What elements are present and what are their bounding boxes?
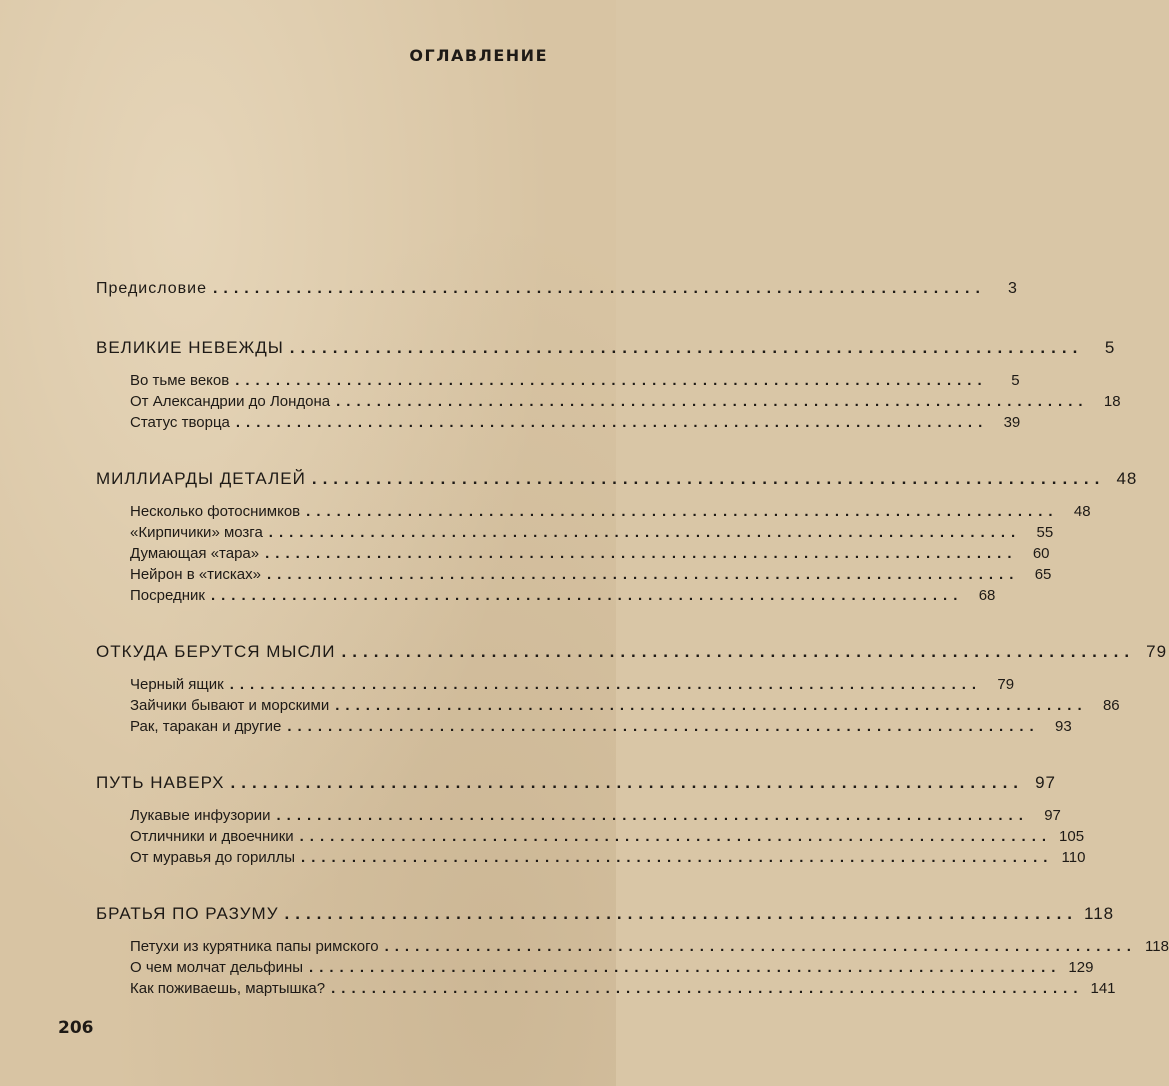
toc-entry-label: Отличники и двоечники	[130, 828, 294, 845]
toc-section-title: МИЛЛИАРДЫ ДЕТАЛЕЙ	[96, 469, 306, 488]
page-title: ОГЛАВЛЕНИЕ	[409, 46, 548, 65]
toc-subentry	[130, 936, 1169, 957]
dot-leader: ..........................................................................	[230, 773, 1025, 792]
dot-leader: ..........................................................................	[306, 503, 1059, 520]
toc-entry-preface	[96, 280, 1018, 298]
toc-page-number: 68	[978, 587, 996, 604]
toc-entry-label: От муравья до гориллы	[130, 849, 296, 866]
toc-section	[96, 338, 1121, 433]
table-of-contents	[96, 280, 1169, 1035]
dot-leader: ..........................................................................	[336, 393, 1089, 410]
toc-page-number: 118	[1145, 938, 1169, 955]
dot-leader: ..........................................................................	[276, 807, 1029, 824]
toc-section-title: ОТКУДА БЕРУТСЯ МЫСЛИ	[96, 642, 336, 661]
dot-leader: ..........................................................................	[235, 372, 988, 389]
toc-section	[96, 904, 1169, 999]
dot-leader: ..........................................................................	[229, 676, 983, 693]
dot-leader: ..........................................................................	[384, 938, 1137, 955]
toc-subentry	[130, 957, 1094, 978]
toc-entry-label: Рак, таракан и другие	[130, 718, 282, 735]
toc-entry-label: Думающая «тара»	[130, 545, 260, 562]
toc-section-heading	[96, 773, 1057, 793]
toc-page-number: 79	[1146, 642, 1168, 661]
toc-entry-label: Черный ящик	[130, 676, 224, 693]
toc-subentry	[130, 847, 1086, 868]
toc-subentry	[130, 501, 1091, 522]
toc-subentry	[130, 978, 1116, 999]
toc-subentries	[96, 370, 1121, 433]
toc-subentry	[130, 522, 1054, 543]
dot-leader: ..........................................................................	[301, 849, 1054, 866]
toc-page-number: 118	[1084, 904, 1115, 923]
dot-leader: ..........................................................................	[299, 828, 1053, 845]
toc-entry-label: О чем молчат дельфины	[130, 959, 304, 976]
toc-page-number: 65	[1034, 566, 1052, 583]
toc-subentry	[130, 412, 1021, 433]
toc-page-number: 141	[1090, 980, 1116, 997]
toc-entry-label: Лукавые инфузории	[130, 807, 271, 824]
toc-page-number: 48	[1116, 469, 1138, 488]
toc-subentry	[130, 805, 1061, 826]
toc-subentries	[96, 674, 1120, 737]
dot-leader: ..........................................................................	[331, 980, 1084, 997]
toc-subentries	[96, 936, 1169, 999]
dot-leader: ..........................................................................	[335, 697, 1088, 714]
toc-section	[96, 642, 1168, 737]
toc-page-number: 86	[1102, 697, 1120, 714]
toc-section-heading	[96, 469, 1138, 489]
dot-leader: ..........................................................................	[212, 280, 986, 297]
dot-leader: ..........................................................................	[268, 524, 1022, 541]
dot-leader: ..........................................................................	[265, 545, 1018, 562]
toc-section-heading	[96, 338, 1116, 358]
toc-page-number: 129	[1068, 959, 1094, 976]
toc-page-number: 48	[1073, 503, 1091, 520]
toc-page-number: 105	[1059, 828, 1085, 845]
toc-subentry	[130, 564, 1052, 585]
toc-section-title: ВЕЛИКИЕ НЕВЕЖДЫ	[96, 338, 284, 357]
dot-leader: ..........................................................................	[267, 566, 1020, 583]
toc-section	[96, 469, 1138, 606]
toc-page-number: 39	[1003, 414, 1021, 431]
toc-subentry	[130, 695, 1120, 716]
page-number: 206	[58, 1018, 94, 1038]
toc-subentries	[96, 805, 1086, 868]
toc-page-number: 5	[1104, 338, 1116, 357]
toc-entry-label: Как поживаешь, мартышка?	[130, 980, 326, 997]
toc-page-number: 93	[1055, 718, 1072, 735]
dot-leader: ..........................................................................	[309, 959, 1062, 976]
toc-page-number: 55	[1036, 524, 1054, 541]
toc-entry-label: «Кирпичики» мозга	[130, 524, 263, 541]
toc-entry-label: Нейрон в «тисках»	[130, 566, 261, 583]
toc-section-title: БРАТЬЯ ПО РАЗУМУ	[96, 904, 279, 923]
dot-leader: ..........................................................................	[287, 718, 1040, 735]
toc-entry-label: От Александрии до Лондона	[130, 393, 331, 410]
toc-subentry	[130, 826, 1085, 847]
toc-entry-label: Зайчики бывают и морскими	[130, 697, 330, 714]
toc-section-heading	[96, 904, 1115, 924]
toc-subentry	[130, 391, 1121, 412]
dot-leader: ..........................................................................	[311, 469, 1106, 488]
toc-page-number: 60	[1032, 545, 1050, 562]
dot-leader: ..........................................................................	[235, 414, 989, 431]
toc-page-number: 97	[1044, 807, 1061, 824]
toc-entry-label: Несколько фотоснимков	[130, 503, 301, 520]
toc-entry-label: Посредник	[130, 587, 205, 604]
toc-entry-label: Предисловие	[96, 280, 207, 297]
toc-subentry	[130, 543, 1050, 564]
toc-section	[96, 773, 1086, 868]
dot-leader: ..........................................................................	[289, 338, 1084, 357]
toc-subentry	[130, 585, 996, 606]
toc-subentry	[130, 716, 1072, 737]
dot-leader: ..........................................................................	[210, 587, 964, 604]
toc-subentry	[130, 674, 1015, 695]
toc-page-number: 110	[1061, 849, 1086, 866]
toc-page-number: 79	[997, 676, 1015, 693]
toc-section-heading	[96, 642, 1168, 662]
toc-entry-label: Петухи из курятника папы римского	[130, 938, 379, 955]
toc-subentries	[96, 501, 1091, 606]
toc-entry-label: Во тьме веков	[130, 372, 230, 389]
toc-section-title: ПУТЬ НАВЕРХ	[96, 773, 225, 792]
toc-page-number: 97	[1035, 773, 1057, 792]
toc-subentry	[130, 370, 1020, 391]
dot-leader: ..........................................................................	[284, 904, 1079, 923]
dot-leader: ..........................................................................	[341, 642, 1136, 661]
toc-page-number: 18	[1103, 393, 1121, 410]
toc-page-number: 5	[1011, 372, 1020, 389]
toc-page-number: 3	[1008, 280, 1018, 297]
toc-entry-label: Статус творца	[130, 414, 230, 431]
